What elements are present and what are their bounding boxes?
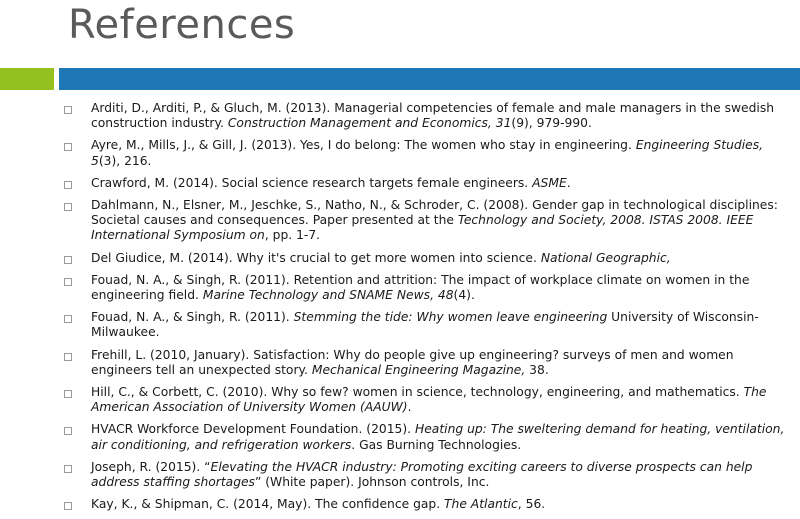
reference-item: [62, 348, 792, 378]
reference-italic-segment: ASME: [532, 175, 567, 190]
reference-segment: Hill, C., & Corbett, C. (2010). Why so few? women in science, technology, engineering, and mathematics.: [91, 385, 744, 400]
reference-segment: Joseph, R. (2015). “: [91, 459, 211, 474]
accent-bar-blue: [59, 68, 800, 90]
reference-segment: Fouad, N. A., & Singh, R. (2011).: [91, 310, 294, 325]
square-bullet-icon: [64, 427, 72, 435]
reference-text: [91, 176, 792, 191]
reference-segment: . Gas Burning Technologies.: [351, 437, 522, 452]
square-bullet-icon: [64, 315, 72, 323]
square-bullet-icon: [64, 353, 72, 361]
square-bullet-icon: [64, 143, 72, 151]
reference-italic-segment: Mechanical Engineering Magazine,: [311, 362, 526, 377]
square-bullet-icon: [64, 106, 72, 114]
reference-segment: Crawford, M. (2014). Social science research targets female engineers.: [91, 175, 533, 190]
reference-segment: Frehill, L. (2010, January). Satisfaction: Why do people give up engineering? surveys of men and women engineers tell an unexpected story.: [91, 347, 734, 377]
reference-italic-segment: Marine Technology and SNAME News, 48: [202, 288, 454, 303]
reference-text: [91, 422, 792, 452]
reference-segment: 38.: [525, 362, 549, 377]
reference-segment: Fouad, N. A., & Singh, R. (2011). Retention and attrition: The impact of workplace climate on women in the engineering field.: [91, 272, 750, 303]
reference-italic-segment: Technology and Society, 2008. ISTAS 2008. IEEE International Symposium on: [91, 213, 754, 243]
reference-segment: University of Wisconsin-Milwaukee.: [91, 310, 759, 340]
reference-italic-segment: Engineering Studies, 5: [91, 138, 764, 168]
reference-italic-segment: The Atlantic: [444, 497, 518, 512]
square-bullet-icon: [64, 502, 72, 510]
reference-italic-segment: National Geographic,: [540, 250, 671, 265]
reference-text: [91, 101, 792, 131]
reference-segment: (3), 216.: [98, 153, 152, 168]
reference-italic-segment: Stemming the tide: Why women leave engineering: [293, 310, 608, 325]
square-bullet-icon: [64, 203, 72, 211]
reference-item: [62, 497, 792, 512]
reference-segment: Arditi, D., Arditi, P., & Gluch, M. (2013). Managerial competencies of female and male managers in the swedish construction industry.: [91, 101, 775, 131]
reference-segment: (9), 979-990.: [511, 116, 592, 131]
reference-segment: Kay, K., & Shipman, C. (2014, May). The confidence gap.: [91, 497, 445, 512]
accent-bar-green: [0, 68, 54, 90]
reference-text: [91, 497, 792, 512]
reference-item: [62, 422, 792, 452]
reference-item: [62, 251, 792, 266]
reference-item: [62, 176, 792, 191]
reference-segment: (4).: [453, 288, 475, 303]
reference-segment: Del Giudice, M. (2014). Why it's crucial to get more women into science.: [91, 250, 541, 265]
reference-segment: Dahlmann, N., Elsner, M., Jeschke, S., Natho, N., & Schroder, C. (2008). Gender gap in technological disciplines: Societal causes and consequences. Paper presented at the: [91, 198, 778, 228]
reference-item: [62, 385, 792, 415]
reference-segment: , pp. 1-7.: [264, 228, 321, 243]
slide-title: References: [68, 2, 296, 48]
reference-italic-segment: Heating up: The sweltering demand for heating, ventilation, air conditioning, and refrigeration workers: [91, 422, 785, 452]
reference-italic-segment: Construction Management and Economics, 31: [227, 116, 512, 131]
reference-segment: .: [566, 175, 571, 190]
reference-item: [62, 198, 792, 244]
reference-text: [91, 460, 792, 490]
reference-text: [91, 251, 792, 266]
reference-text: [91, 385, 792, 415]
reference-segment: HVACR Workforce Development Foundation. (2015).: [91, 422, 415, 437]
reference-item: [62, 460, 792, 490]
reference-item: [62, 101, 792, 131]
square-bullet-icon: [64, 390, 72, 398]
reference-item: [62, 310, 792, 340]
references-list: [62, 101, 792, 519]
reference-italic-segment: The American Association of University Women (AAUW): [91, 385, 767, 415]
reference-text: [91, 348, 792, 378]
reference-text: [91, 310, 792, 340]
reference-item: [62, 273, 792, 303]
square-bullet-icon: [64, 181, 72, 189]
reference-italic-segment: Elevating the HVACR industry: Promoting exciting careers to diverse prospects can help address staffing shortages: [91, 459, 753, 490]
reference-segment: .: [407, 400, 412, 415]
square-bullet-icon: [64, 278, 72, 286]
square-bullet-icon: [64, 465, 72, 473]
reference-text: [91, 273, 792, 303]
reference-segment: Ayre, M., Mills, J., & Gill, J. (2013). Yes, I do belong: The women who stay in engineering.: [91, 138, 636, 153]
square-bullet-icon: [64, 256, 72, 264]
reference-text: [91, 138, 792, 168]
reference-item: [62, 138, 792, 168]
reference-segment: ” (White paper). Johnson controls, Inc.: [254, 475, 490, 490]
reference-segment: , 56.: [517, 497, 546, 512]
reference-text: [91, 198, 792, 244]
